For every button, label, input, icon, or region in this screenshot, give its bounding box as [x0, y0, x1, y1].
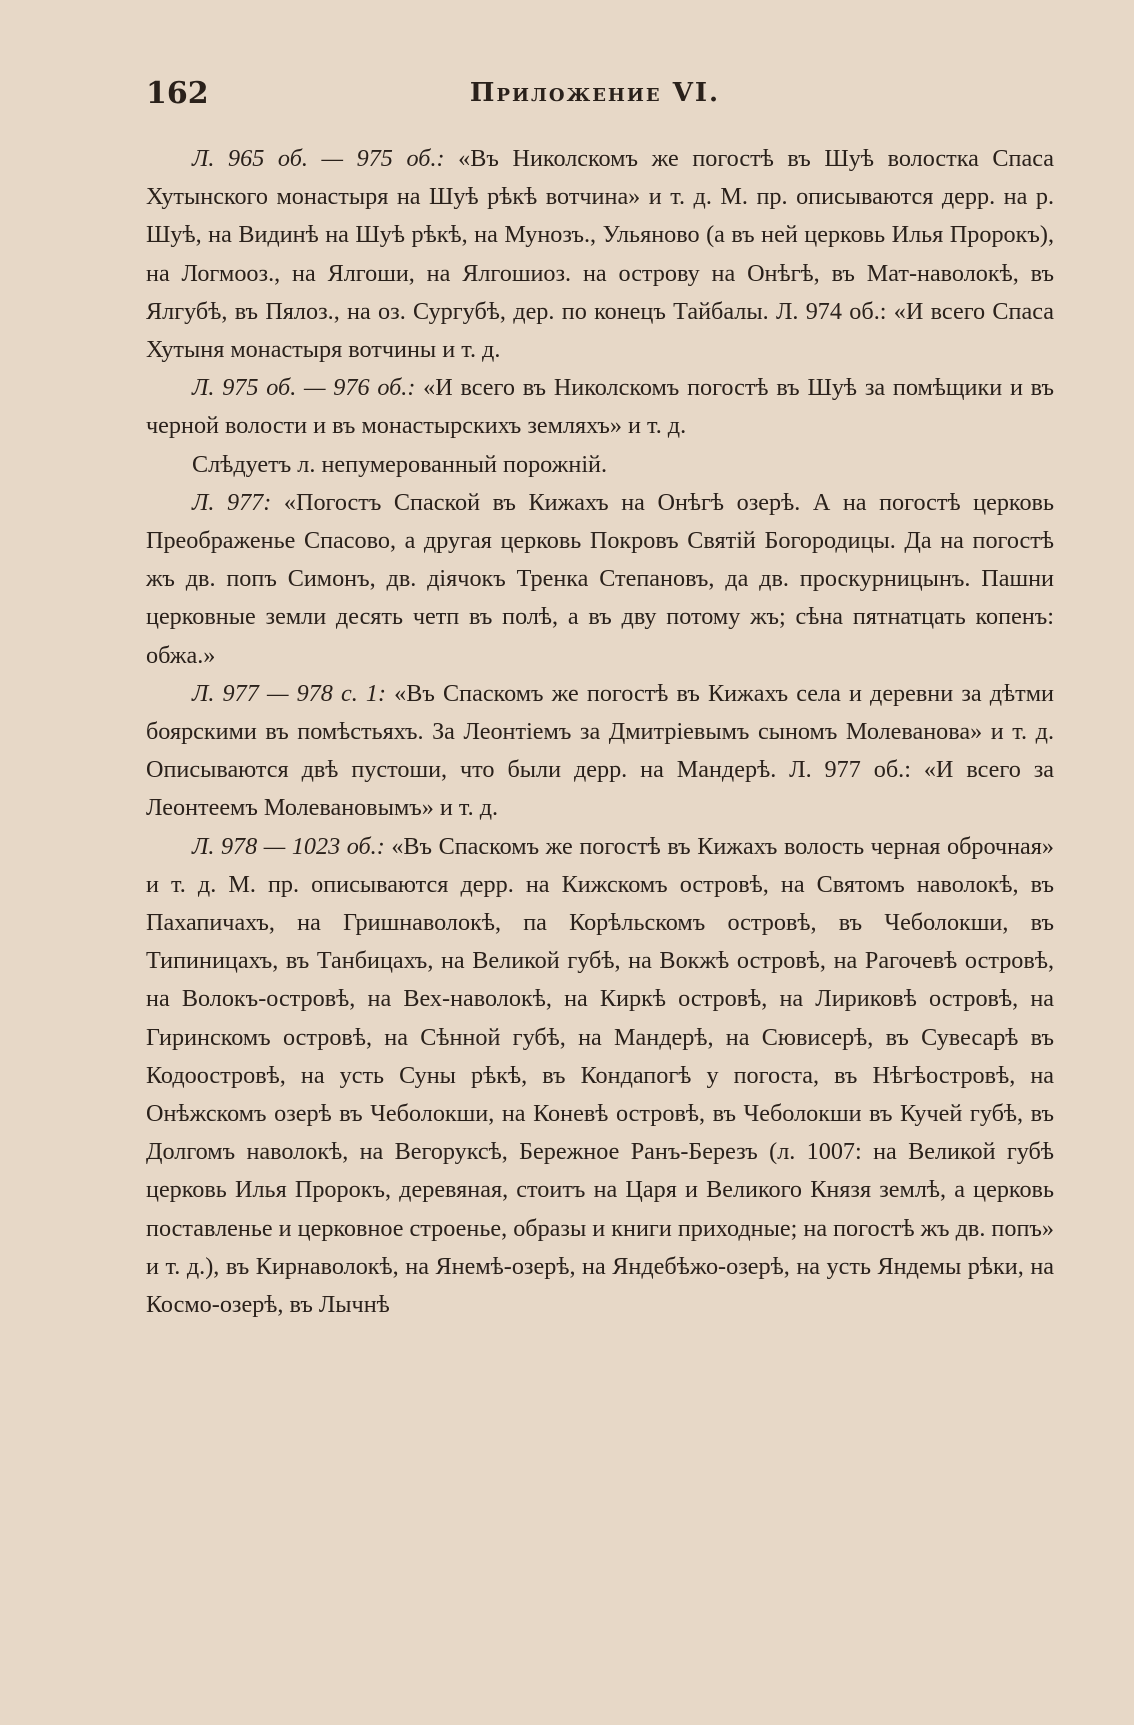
paragraph-text: «Въ Николскомъ же погостѣ въ Шуѣ волостка Спаса Хутынского монастыря на Шуѣ рѣкѣ вотчина» и т. д. М. пр. описываются дерр. на р. Шуѣ, на Видинѣ на Шуѣ рѣкѣ, на Мунозъ., Ульяново (а въ ней церковь Илья Пророкъ), на Логмооз., на Ялгоши, на Ялгошиоз. на острову на Онѣгѣ, въ Мат-наволокѣ, въ Ялгубѣ, въ Пялоз., на оз. Сургубѣ, дер. по конецъ Тайбалы. Л. 974 об.: «И всего Спаса Хутыня монастыря вотчины и т. д.	[146, 145, 1054, 364]
folio-reference: Л. 977 — 978 с. 1:	[192, 679, 387, 707]
paragraph	[146, 484, 1054, 675]
paragraph-text: Слѣдуетъ л. непумерованный порожній.	[192, 450, 608, 478]
paragraph	[146, 369, 1054, 445]
folio-reference: Л. 978 — 1023 об.:	[192, 832, 385, 860]
paragraph	[146, 675, 1054, 828]
page-body	[146, 140, 1054, 1324]
paragraph	[146, 140, 1054, 369]
paragraph-text: «Въ Спаскомъ же погостѣ въ Кижахъ волость черная оброчная» и т. д. М. пр. описываются дерр. на Кижскомъ островѣ, на Святомъ наволокѣ, въ Пахапичахъ, на Гришнаволокѣ, па Корѣльскомъ островѣ, въ Чеболокши, въ Типиницахъ, въ Танбицахъ, на Великой губѣ, на Вокжѣ островѣ, на Рагочевѣ островѣ, на Волокъ-островѣ, на Вех-наволокѣ, на Киркѣ островѣ, на Лириковѣ островѣ, на Гиринскомъ островѣ, на Сѣнной губѣ, на Мандерѣ, на Сювисерѣ, въ Сувесарѣ въ Кодоостровѣ, на усть Суны рѣкѣ, въ Кондапогѣ у погоста, въ Нѣгѣостровѣ, на Онѣжскомъ озерѣ въ Чеболокши, на Коневѣ островѣ, въ Чеболокши въ Кучей губѣ, въ Долгомъ наволокѣ, на Вегоруксѣ, Бережное Ранъ-Березъ (л. 1007: на Великой губѣ церковь Илья Пророкъ, деревяная, стоитъ на Царя и Великого Князя землѣ, а церковь поставленье и церковное строенье, образы и книги приходные; на погостѣ жъ дв. попъ» и т. д.), въ Кирнаволокѣ, на Янемѣ-озерѣ, на Яндебѣжо-озерѣ, на усть Яндемы рѣки, на Космо-озерѣ, въ Лычнѣ	[146, 832, 1054, 1319]
paragraph-text: «Погостъ Спаской въ Кижахъ на Онѣгѣ озерѣ. А на погостѣ церковь Преображенье Спасово, а другая церковь Покровъ Святій Богородицы. Да на погостѣ жъ дв. попъ Симонъ, дв. діячокъ Тренка Степановъ, да дв. проскурницынъ. Пашни церковные земли десять четп въ полѣ, а въ дву потому жъ; сѣна пятнатцать копенъ: обжа.»	[146, 488, 1054, 669]
paragraph-text: «Въ Спаскомъ же погостѣ въ Кижахъ села и деревни за дѣтми боярскими въ помѣстьяхъ. За Леонтіемъ за Дмитріевымъ сыномъ Молеванова» и т. д. Описываются двѣ пустоши, что были дерр. на Мандерѣ. Л. 977 об.: «И всего за Леонтеемъ Молевановымъ» и т. д.	[146, 679, 1054, 822]
folio-reference: Л. 977:	[192, 488, 272, 516]
folio-reference: Л. 965 об. — 975 об.:	[192, 145, 445, 172]
running-title: Приложение VI.	[469, 78, 721, 108]
paragraph-text: «И всего въ Николскомъ погостѣ въ Шуѣ за помѣщики и въ черной волости и въ монастырскихъ земляхъ» и т. д.	[146, 374, 1054, 440]
page-number: 162	[146, 76, 209, 111]
paragraph	[146, 446, 1054, 484]
paragraph	[146, 828, 1054, 1325]
folio-reference: Л. 975 об. — 976 об.:	[192, 374, 416, 402]
page-header	[146, 76, 1044, 116]
